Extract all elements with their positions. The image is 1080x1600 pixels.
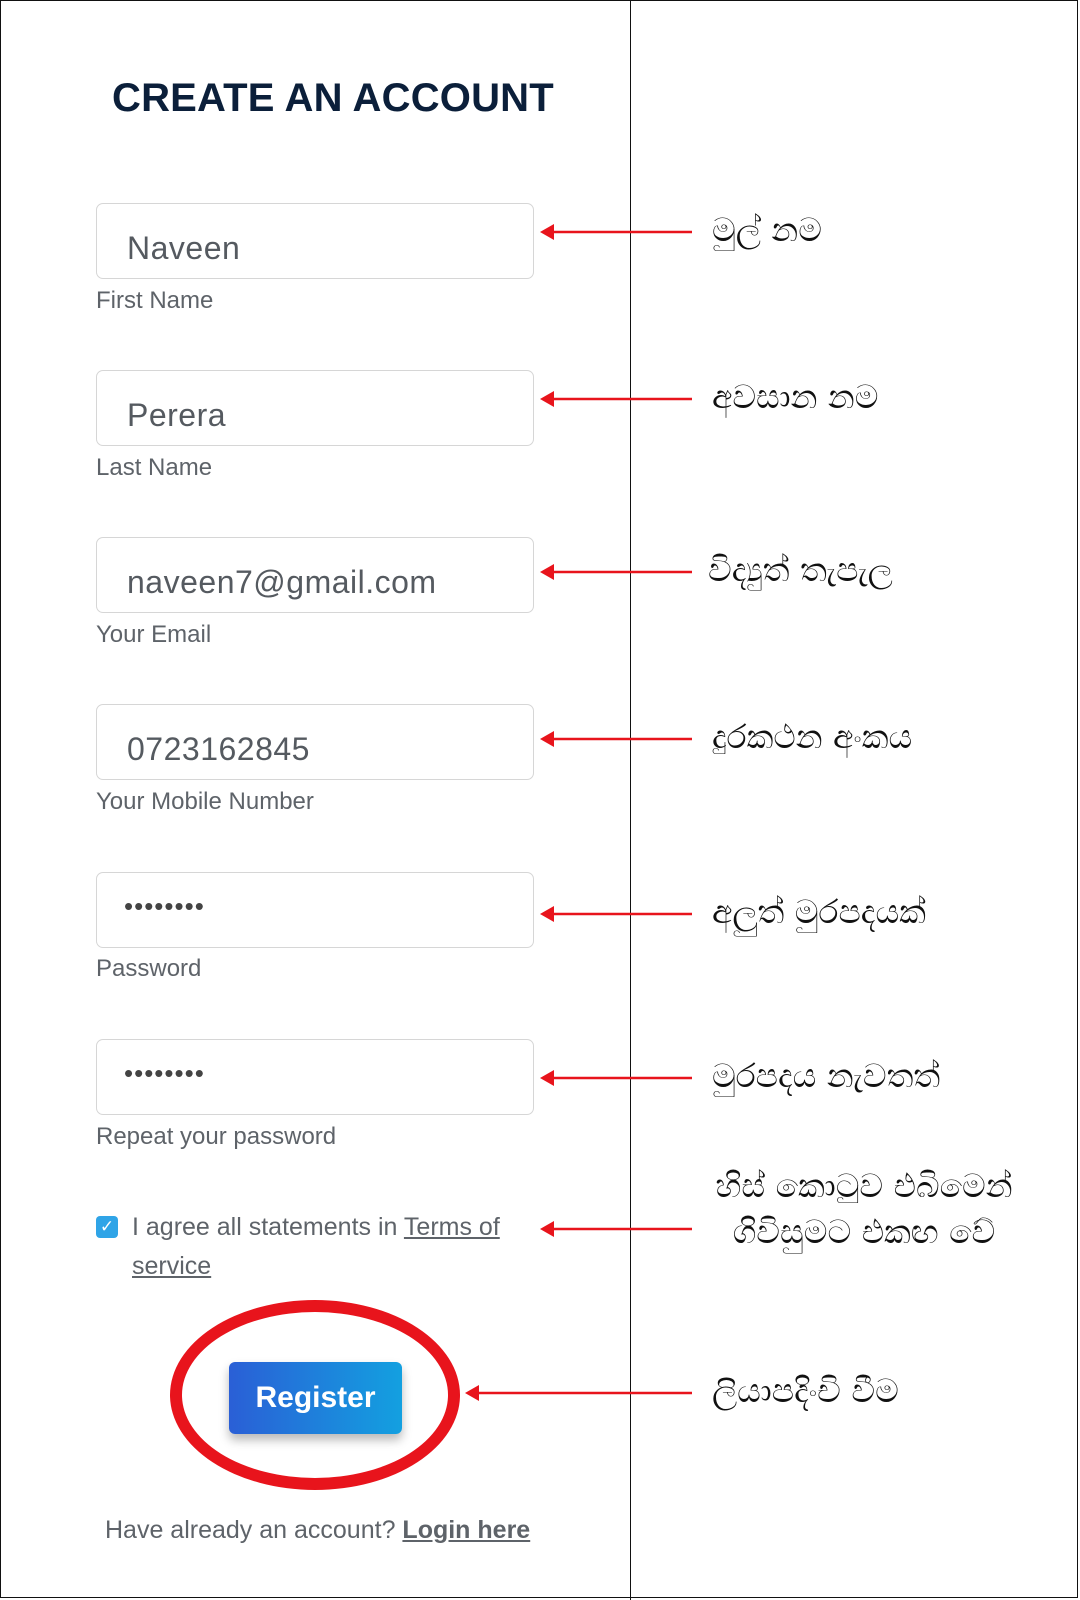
- annotation-email: විද්‍යුත් තැපැල: [708, 550, 893, 589]
- password-masked-value: ••••••••: [124, 891, 205, 921]
- repeat-password-masked-value: ••••••••: [124, 1058, 205, 1088]
- annotation-mobile: දුරකථන අංකය: [712, 717, 913, 756]
- terms-text: I agree all statements in: [132, 1213, 404, 1241]
- page-title: CREATE AN ACCOUNT: [112, 76, 554, 120]
- login-prompt-text: Have already an account?: [105, 1516, 403, 1544]
- annotation-last-name: අවසාන නම: [712, 377, 879, 416]
- email-label: Your Email: [96, 621, 212, 648]
- annotation-password: අලුත් මුරපදයක්: [712, 892, 926, 931]
- annotation-register: ලියාපදිංචි වීම: [712, 1371, 899, 1410]
- terms-of-service-link[interactable]: Terms of service: [132, 1213, 500, 1280]
- annotation-terms: හිස් කොටුව එබිමෙන් ගිවිසුමට එකඟ වේ: [715, 1166, 1013, 1251]
- register-button[interactable]: Register: [229, 1362, 402, 1434]
- mobile-label: Your Mobile Number: [96, 788, 314, 815]
- repeat-password-label: Repeat your password: [96, 1123, 337, 1150]
- first-name-label: First Name: [96, 287, 214, 314]
- password-label: Password: [96, 955, 202, 982]
- annotation-repeat-password: මුරපදය නැවතත්: [712, 1056, 941, 1095]
- last-name-label: Last Name: [96, 454, 213, 481]
- login-here-link[interactable]: Login here: [402, 1516, 531, 1544]
- check-icon: ✓: [99, 1217, 115, 1236]
- annotation-first-name: මුල් නම: [712, 210, 822, 249]
